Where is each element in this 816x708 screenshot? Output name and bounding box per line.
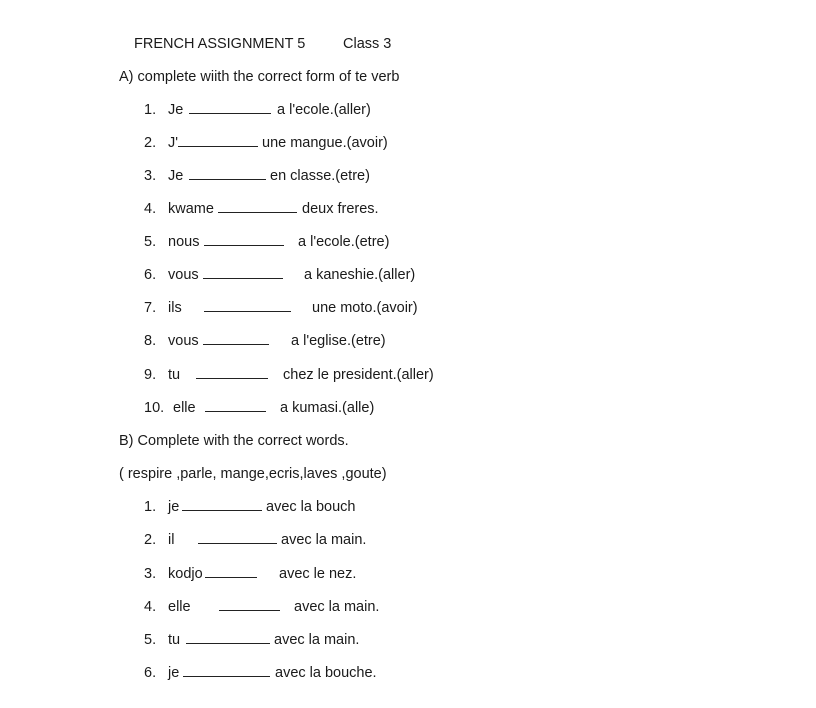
item-text: avec la bouche. (275, 665, 377, 681)
item-number: 1. (144, 499, 157, 515)
answer-blank[interactable] (182, 498, 262, 511)
item-number: 4. (144, 599, 157, 615)
item-number: 3. (144, 566, 157, 582)
list-item (0, 233, 816, 251)
item-text: une mangue.(avoir) (262, 135, 388, 151)
section-a-heading: A) complete wiith the correct form of te verb (119, 69, 400, 85)
item-subject: kodjo (168, 566, 203, 582)
answer-blank[interactable] (205, 399, 266, 412)
answer-blank[interactable] (219, 598, 280, 611)
item-subject: nous (168, 234, 200, 250)
list-item (0, 200, 816, 218)
answer-blank[interactable] (186, 631, 270, 644)
item-subject: Je (168, 102, 184, 118)
answer-blank[interactable] (178, 134, 258, 147)
answer-blank[interactable] (204, 299, 291, 312)
item-subject: kwame (168, 201, 214, 217)
item-number: 3. (144, 168, 157, 184)
list-item (0, 498, 816, 516)
list-item (0, 299, 816, 317)
answer-blank[interactable] (218, 200, 297, 213)
list-item (0, 664, 816, 682)
list-item (0, 134, 816, 152)
item-subject: je (168, 499, 180, 515)
item-subject: il (168, 532, 175, 548)
item-subject: vous (168, 333, 199, 349)
item-text: avec la main. (274, 632, 360, 648)
item-text: deux freres. (302, 201, 379, 217)
item-subject: Je (168, 168, 184, 184)
answer-blank[interactable] (204, 233, 284, 246)
item-number: 6. (144, 665, 157, 681)
item-number: 1. (144, 102, 157, 118)
item-subject: tu (168, 632, 181, 648)
answer-blank[interactable] (205, 565, 257, 578)
item-subject: je (168, 665, 180, 681)
answer-blank[interactable] (196, 366, 268, 379)
item-subject: vous (168, 267, 199, 283)
item-text: avec la main. (294, 599, 380, 615)
item-text: a l'ecole.(etre) (298, 234, 390, 250)
list-item (0, 366, 816, 384)
item-text: a kumasi.(alle) (280, 400, 375, 416)
answer-blank[interactable] (203, 266, 283, 279)
answer-blank[interactable] (198, 531, 277, 544)
item-subject: tu (168, 367, 181, 383)
item-number: 2. (144, 532, 157, 548)
list-item (0, 598, 816, 616)
answer-blank[interactable] (189, 101, 271, 114)
class-label: Class 3 (343, 36, 392, 52)
item-number: 7. (144, 300, 157, 316)
list-item (0, 167, 816, 185)
item-number: 4. (144, 201, 157, 217)
answer-blank[interactable] (189, 167, 266, 180)
item-subject: J' (168, 135, 179, 151)
section-b-heading: B) Complete with the correct words. (119, 433, 349, 449)
item-number: 6. (144, 267, 157, 283)
item-text: une moto.(avoir) (312, 300, 418, 316)
answer-blank[interactable] (203, 332, 269, 345)
item-text: a kaneshie.(aller) (304, 267, 416, 283)
list-item (0, 266, 816, 284)
item-text: avec le nez. (279, 566, 357, 582)
item-number: 2. (144, 135, 157, 151)
item-text: a l'eglise.(etre) (291, 333, 386, 349)
item-subject: ils (168, 300, 182, 316)
item-text: en classe.(etre) (270, 168, 370, 184)
list-item (0, 101, 816, 119)
item-number: 5. (144, 234, 157, 250)
item-number: 5. (144, 632, 157, 648)
item-text: avec la main. (281, 532, 367, 548)
word-bank: ( respire ,parle, mange,ecris,laves ,goute) (119, 466, 387, 482)
item-number: 9. (144, 367, 157, 383)
list-item (0, 565, 816, 583)
item-text: a l'ecole.(aller) (277, 102, 371, 118)
item-subject: elle (168, 599, 191, 615)
list-item (0, 631, 816, 649)
answer-blank[interactable] (183, 664, 270, 677)
item-text: chez le president.(aller) (283, 367, 434, 383)
list-item (0, 399, 816, 417)
item-number: 10. (144, 400, 165, 416)
list-item (0, 531, 816, 549)
item-subject: elle (173, 400, 196, 416)
item-number: 8. (144, 333, 157, 349)
list-item (0, 332, 816, 350)
assignment-title: FRENCH ASSIGNMENT 5 (134, 36, 306, 52)
item-text: avec la bouch (266, 499, 356, 515)
